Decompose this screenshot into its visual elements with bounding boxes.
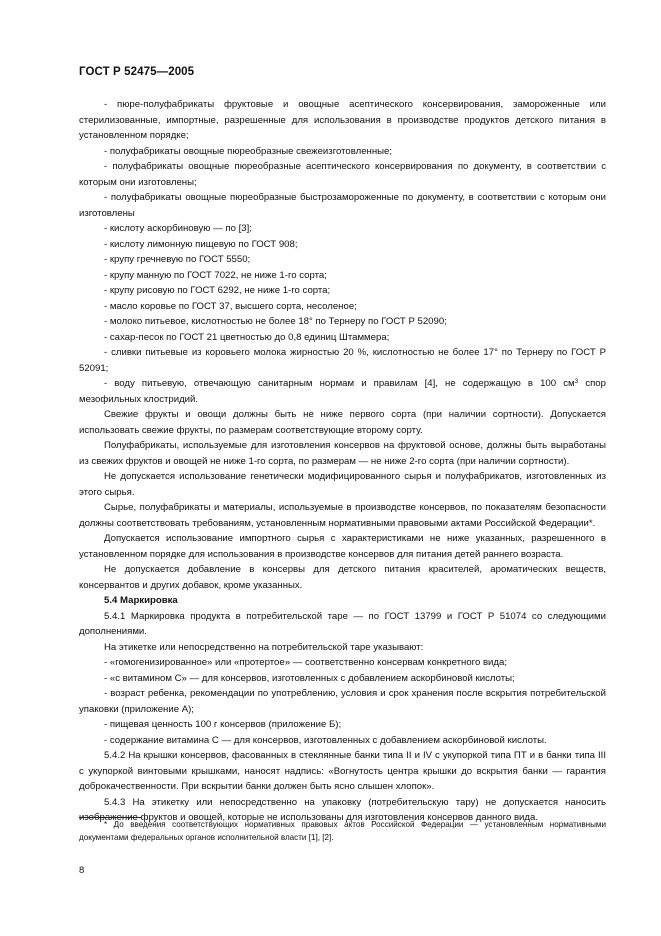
paragraph: - масло коровье по ГОСТ 37, высшего сорта, несоленое; [104,300,357,312]
footnote [79,819,606,844]
paragraph: - «с витамином С» — для консервов, изготовленных с добавлением аскорбиновой кислоты; [104,672,515,684]
paragraph: - полуфабрикаты овощные пюреобразные быстрозамороженные по документу, в соответствии с которым они изготовлены [79,192,606,219]
superscript-3: 3 [574,378,579,385]
paragraph: - сахар-песок по ГОСТ 21 цветностью до 0,8 единиц Штаммера; [104,331,390,343]
footnote-text: * До введения соответствующих нормативных правовых актов Российской Федерации — установленным нормативными документами федеральных органов исполнительной власти [1], [2]. [79,820,606,842]
paragraph: - содержание витамина С — для консервов, изготовленных с добавлением аскорбиновой кислоты. [104,734,547,746]
paragraph: - сливки питьевые из коровьего молока жирностью 20 %, кислотностью не более 17° по Тернеру по ГОСТ Р 52091; [79,347,606,374]
paragraph: - полуфабрикаты овощные пюреобразные асептического консервирования по документу, в соответствии с которым они изготовлены; [79,161,606,188]
paragraph: - крупу гречневую по ГОСТ 5550; [104,254,251,265]
paragraph: - пищевая ценность 100 г консервов (приложение Б); [104,719,342,730]
paragraph: - крупу рисовую по ГОСТ 6292, не ниже 1-го сорта; [104,285,331,296]
paragraph: - возраст ребенка, рекомендации по употреблению, условия и срок хранения после вскрытия потребительской упаковки (приложение А); [79,688,606,715]
paragraph: - кислоту лимонную пищевую по ГОСТ 908; [104,238,298,250]
paragraph: - полуфабрикаты овощные пюреобразные свежеизготовленные; [104,145,393,157]
paragraph: - пюре-полуфабрикаты фруктовые и овощные асептического консервирования, замороженные или стерилизованные, импортные, разрешенные для использования в производстве продуктов детского питания в установленном порядке; [79,99,606,141]
paragraph: 5.4.3 На этикетку или непосредственно на упаковку (потребительскую тару) не допускается наносить изображение фруктов и овощей, которые не использованы для изготовления консервов данного вида. [79,796,606,823]
paragraph-water [79,376,606,407]
body-text [79,97,606,826]
document-header: ГОСТ Р 52475—2005 [79,66,195,78]
footnote-divider [79,817,141,818]
water-text-after: спор мезофильных клостридий. [79,378,606,405]
paragraph: Свежие фрукты и овощи должны быть не ниже первого сорта (при наличии сортности). Допускается использовать свежие фрукты, по размерам соответствующие второму сорту. [79,409,606,436]
paragraph: Не допускается использование генетически модифицированного сырья и полуфабрикатов, изготовленных из этого сырья. [79,471,606,498]
paragraph: - кислоту аскорбиновую — по [3]; [104,223,252,234]
paragraph: На этикетке или непосредственно на потребительской таре указывают: [104,641,424,653]
paragraph: Полуфабрикаты, используемые для изготовления консервов на фруктовой основе, должны быть выработаны из свежих фруктов и овощей не ниже 1-го сорта, по размерам — не ниже 2-го сорта (при наличии сортности). [79,440,606,467]
paragraph: - крупу манную по ГОСТ 7022, не ниже 1-го сорта; [104,269,327,281]
paragraph: - молоко питьевое, кислотностью не более 18° по Тернеру по ГОСТ Р 52090; [104,316,447,327]
water-text-before: - воду питьевую, отвечающую санитарным нормам и правилам [4], не содержащую в 100 см [104,378,575,389]
paragraph: Допускается использование импортного сырья с характеристиками не ниже указанных, разрешенного в установленном порядке для использования в производстве консервов для питания детей раннего возраста. [79,533,606,560]
paragraph: 5.4.1 Маркировка продукта в потребительской таре — по ГОСТ 13799 и ГОСТ Р 51074 со следующими дополнениями. [79,610,606,637]
paragraph: - «гомогенизированное» или «протертое» — соответственно консервам конкретного вида; [104,657,508,668]
paragraph: Не допускается добавление в консервы для детского питания красителей, ароматических веществ, консервантов и других добавок, кроме указанных. [79,564,606,591]
section-title: 5.4 Маркировка [104,595,178,606]
paragraph: 5.4.2 На крышки консервов, фасованных в стеклянные банки типа II и IV с укупоркой типа ПТ и в банки типа III с укупоркой винтовыми крышками, наносят надпись: «Вогнутость центра крышки до вскрытия банки — гарантия доброкачественности. При вскрытии банки должен быть ясно слышен хлопок». [79,750,606,792]
page-number: 8 [79,865,85,876]
paragraph: Сырье, полуфабрикаты и материалы, используемые в производстве консервов, по показателям безопасности должны соответствовать требованиям, установленным нормативными правовыми актами Российской Федерации*. [79,502,606,529]
